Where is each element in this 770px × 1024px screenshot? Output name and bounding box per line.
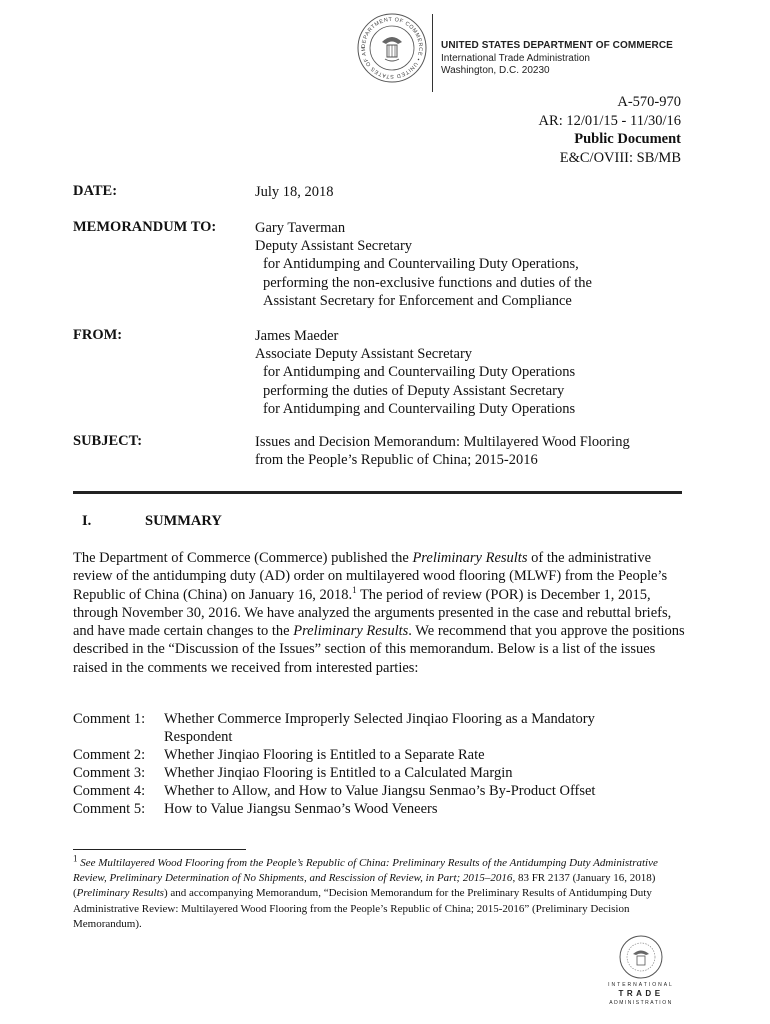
comment-label: Comment 2: (73, 746, 146, 763)
comment-text: How to Value Jiangsu Senmao’s Wood Veneers (164, 800, 438, 817)
footnote-text: , 83 FR 2137 (January 16, 2018) ( (73, 872, 656, 900)
comment-text: Whether Commerce Improperly Selected Jinqiao Flooring as a Mandatory Respondent (164, 711, 595, 745)
commerce-seal-logo (356, 12, 428, 84)
summary-italic: Preliminary Results (293, 623, 409, 640)
agency-block (441, 40, 673, 78)
summary-paragraph (73, 549, 685, 677)
comment-text: Whether to Allow, and How to Value Jiangsu Senmao’s By-Product Offset (164, 782, 596, 799)
summary-italic: Preliminary Results (412, 550, 528, 566)
ita-logo-line: INTERNATIONAL (608, 982, 674, 988)
public-document-label: Public Document (574, 131, 681, 147)
comments-list (73, 711, 634, 818)
memorandum-to-label: MEMORANDUM TO: (73, 219, 217, 235)
list-item (73, 747, 634, 765)
from-block (255, 327, 575, 418)
review-period: AR: 12/01/15 - 11/30/16 (538, 112, 681, 129)
agency-subname: International Trade Administration (441, 52, 590, 64)
date-label: DATE: (73, 183, 118, 199)
from-line: for Antidumping and Countervailing Duty Operations (263, 400, 576, 417)
footnote (73, 853, 685, 932)
from-line: James Maeder (255, 328, 339, 344)
agency-name: UNITED STATES DEPARTMENT OF COMMERCE (441, 40, 673, 51)
from-label: FROM: (73, 327, 123, 343)
comment-label: Comment 4: (73, 782, 146, 799)
list-item (73, 801, 634, 819)
summary-text: The period of review (POR) is December 1, 2015, through November 30, 2016. We have analyzed the arguments presented in the case and rebuttal briefs, and have made certain changes to the (73, 586, 672, 640)
from-line: Associate Deputy Assistant Secretary (255, 346, 473, 363)
office-code: E&C/OVIII: SB/MB (559, 149, 681, 166)
summary-text: of the administrative review of the antidumping duty (AD) order on multilayered wood flooring (MLWF) from the People’s Republic of China (China) on January 16, 2018. (73, 550, 668, 603)
case-number: A-570-970 (617, 94, 681, 110)
header-rule (73, 491, 682, 494)
footnote-reference[interactable]: 1 (352, 584, 357, 595)
ita-logo (600, 982, 682, 1006)
to-line: Gary Taverman (255, 220, 346, 236)
section-number: I. (82, 513, 92, 529)
to-line: performing the non-exclusive functions and duties of the (263, 274, 592, 291)
subject-block (255, 433, 630, 469)
date-value: July 18, 2018 (255, 184, 334, 200)
to-line: Assistant Secretary for Enforcement and Compliance (263, 292, 572, 309)
footer-seal-icon (618, 934, 664, 980)
section-title: SUMMARY (145, 513, 222, 529)
from-line: performing the duties of Deputy Assistant Secretary (263, 382, 565, 399)
comment-text: Whether Jinqiao Flooring is Entitled to a Separate Rate (164, 746, 485, 763)
summary-text: The Department of Commerce (Commerce) published the (73, 550, 413, 566)
footnote-text: ) and accompanying Memorandum, “Decision Memorandum for the Preliminary Results of Antidumping Duty Administrative Review: Multilayered Wood Flooring from the People’s Republic of China; 2015-2016” (Preliminary Decision Memorandum). (73, 887, 652, 930)
list-item (73, 783, 634, 801)
from-line: for Antidumping and Countervailing Duty Operations (263, 364, 576, 381)
footnote-rule (73, 849, 246, 850)
reference-block (539, 93, 681, 167)
comment-label: Comment 5: (73, 800, 146, 817)
to-line: for Antidumping and Countervailing Duty Operations, (263, 256, 579, 273)
memorandum-to-block (255, 219, 592, 310)
footnote-number: 1 (73, 853, 78, 864)
comment-label: Comment 1: (73, 711, 146, 727)
subject-line: Issues and Decision Memorandum: Multilayered Wood Flooring (255, 434, 630, 450)
header-divider (432, 14, 433, 92)
to-line: Deputy Assistant Secretary (255, 238, 413, 255)
agency-address: Washington, D.C. 20230 (441, 65, 550, 76)
summary-text: . We recommend that you approve the positions described in the “Discussion of the Issues” section of this memorandum. Below is a list of the issues raised in the comments we received from interested parties: (73, 623, 685, 676)
list-item (73, 711, 634, 747)
ita-logo-line: TRADE (618, 989, 664, 998)
list-item (73, 765, 634, 783)
footnote-italic: Preliminary Results (76, 887, 164, 900)
subject-label: SUBJECT: (73, 433, 143, 449)
comment-text: Whether Jinqiao Flooring is Entitled to a Calculated Margin (164, 764, 513, 781)
comment-label: Comment 3: (73, 764, 146, 781)
footnote-italic: See Multilayered Wood Flooring from the People’s Republic of China: Preliminary Results of the Antidumping Duty Administrative Review, Preliminary Determination of No Shipments, and Rescission of Review, in Part; 2015–2016 (73, 857, 658, 885)
svg-text:DEPARTMENT OF COMMERCE • UNITE: DEPARTMENT OF COMMERCE • UNITED STATES OF AM (360, 16, 424, 80)
subject-line: from the People’s Republic of China; 2015-2016 (255, 452, 538, 469)
ita-logo-line: ADMINISTRATION (609, 1000, 673, 1006)
